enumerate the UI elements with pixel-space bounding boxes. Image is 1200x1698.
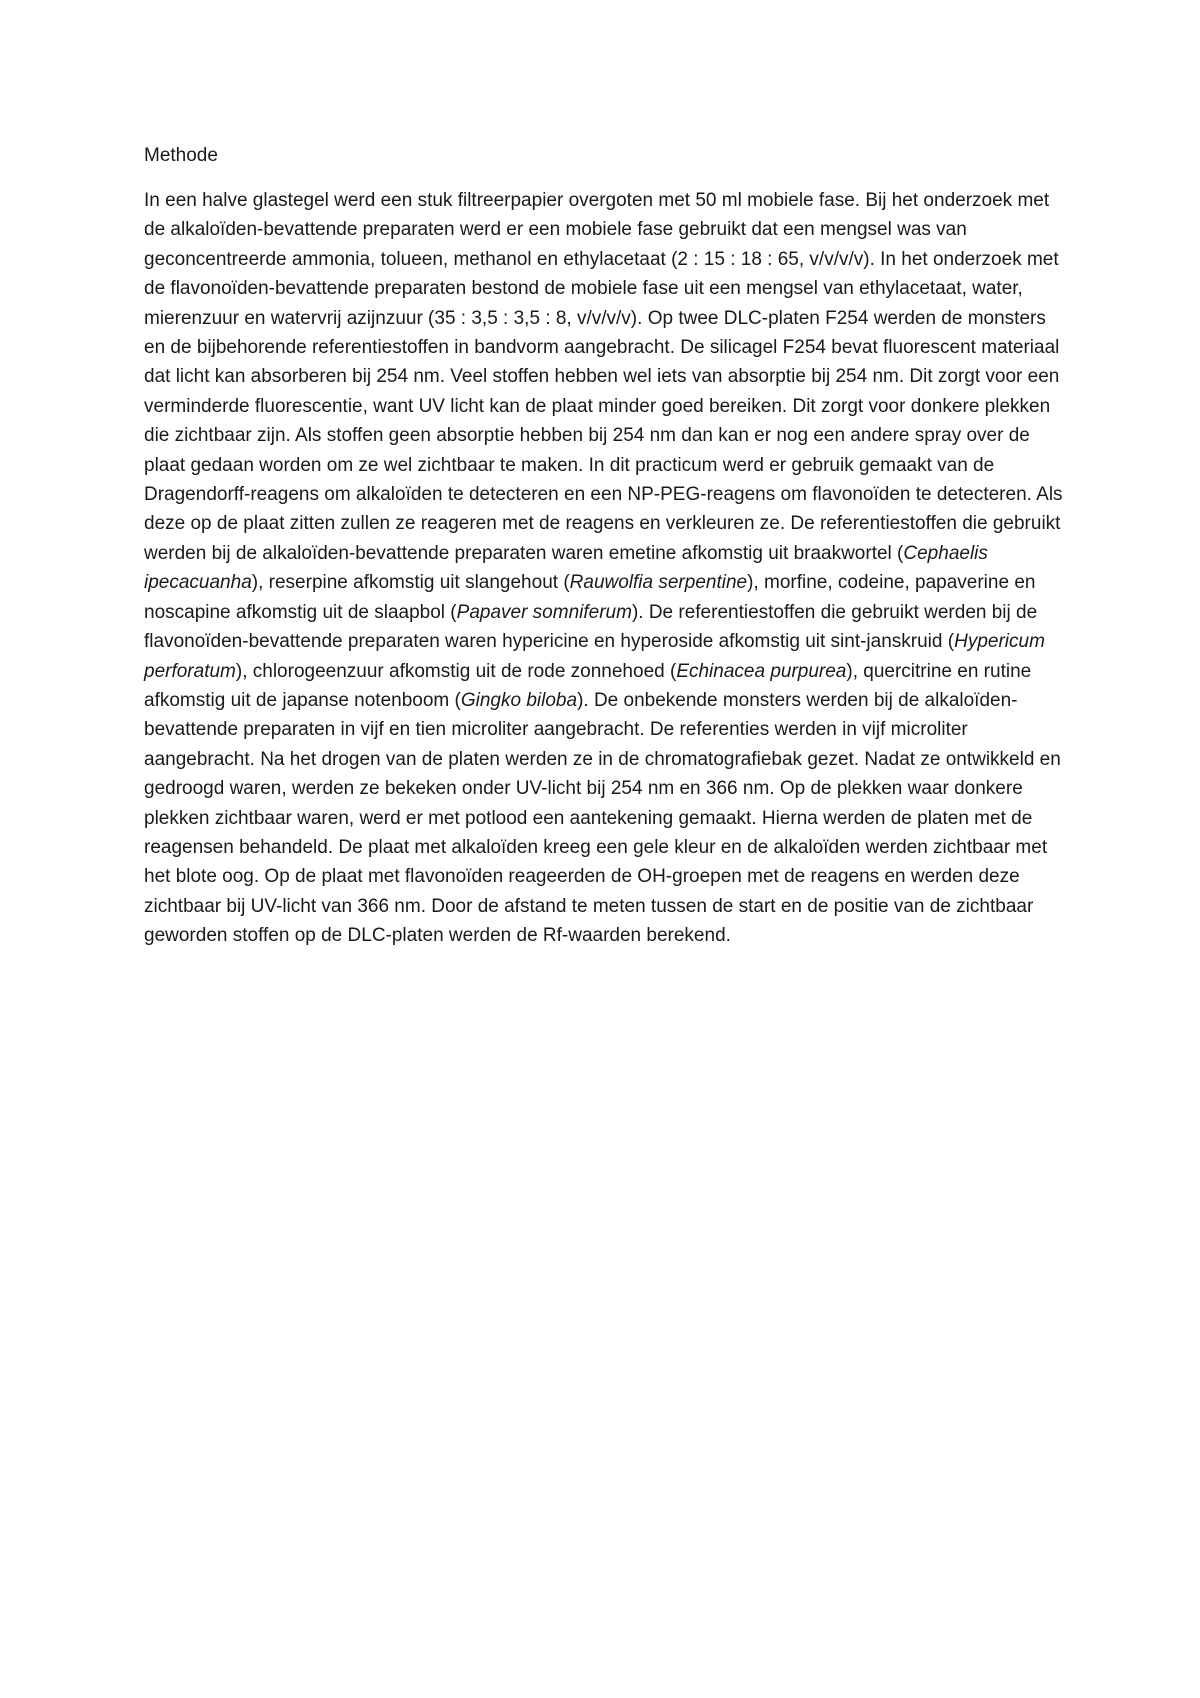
species-name: Echinacea purpurea <box>676 660 847 682</box>
paragraph-segment: ). De onbekende monsters werden bij de alkaloïden-bevattende preparaten in vijf en tien microliter aangebracht. De referenties werden in vijf microliter aangebracht. Na het drogen van de platen werden ze in de chromatografiebak gezet. Nadat ze ontwikkeld en gedroogd waren, werden ze bekeken onder UV-licht bij 254 nm en 366 nm. Op de plekken waar donkere plekken zichtbaar waren, werd er met potlood een aantekening gemaakt. Hierna werden de platen met de reagensen behandeld. De plaat met alkaloïden kreeg een gele kleur en de alkaloïden werden zichtbaar met het blote oog. Op de plaat met flavonoïden reageerden de OH-groepen met de reagens en werden deze zichtbaar bij UV-licht van 366 nm. Door de afstand te meten tussen de start en de positie van de zichtbaar geworden stoffen op de DLC-platen werden de Rf-waarden berekend. <box>144 689 1061 947</box>
species-name: Hypericum perforatum <box>144 631 1045 682</box>
paragraph-segment: ), quercitrine en rutine afkomstig uit de japanse notenboom ( <box>144 660 1032 711</box>
paragraph-segment: ), reserpine afkomstig uit slangehout ( <box>251 572 570 594</box>
species-name: Rauwolfia serpentine <box>569 572 748 594</box>
paragraph-segment: ), chlorogeenzuur afkomstig uit de rode zonnehoed ( <box>235 660 677 682</box>
paragraph-segment: In een halve glastegel werd een stuk filtreerpapier overgoten met 50 ml mobiele fase. Bij het onderzoek met de alkaloïden-bevattende preparaten werd er een mobiele fase gebruikt dat een mengsel was van geconcentreerde ammonia, tolueen, methanol en ethylacetaat (2 : 15 : 18 : 65, v/v/v/v). In het onderzoek met de flavonoïden-bevattende preparaten bestond de mobiele fase uit een mengsel van ethylacetaat, water, mierenzuur en watervrij azijnzuur (35 : 3,5 : 3,5 : 8, v/v/v/v). Op twee DLC-platen F254 werden de monsters en de bijbehorende referentiestoffen in bandvorm aangebracht. De silicagel F254 bevat fluorescent materiaal dat licht kan absorberen bij 254 nm. Veel stoffen hebben wel iets van absorptie bij 254 nm. Dit zorgt voor een verminderde fluorescentie, want UV licht kan de plaat minder goed bereiken. Dit zorgt voor donkere plekken die zichtbaar zijn. Als stoffen geen absorptie hebben bij 254 nm dan kan er nog een andere spray over de plaat gedaan worden om ze wel zichtbaar te maken. In dit practicum werd er gebruik gemaakt van de Dragendorff-reagens om alkaloïden te detecteren en een NP-PEG-reagens om flavonoïden te detecteren. Als deze op de plaat zitten zullen ze reageren met de reagens en verkleuren ze. De referentiestoffen die gebruikt werden bij de alkaloïden-bevattende preparaten waren emetine afkomstig uit braakwortel ( <box>144 190 1063 564</box>
species-name: Gingko biloba <box>460 689 578 711</box>
method-paragraph <box>144 186 1064 951</box>
section-heading: Methode <box>144 145 218 166</box>
document-body <box>144 142 1064 951</box>
paragraph-segment: ), morfine, codeine, papaverine en noscapine afkomstig uit de slaapbol ( <box>144 572 1036 623</box>
paragraph-segment: ). De referentiestoffen die gebruikt werden bij de flavonoïden-bevattende preparaten waren hypericine en hyperoside afkomstig uit sint-janskruid ( <box>144 601 1038 653</box>
species-name: Cephaelis ipecacuanha <box>144 542 988 594</box>
species-name: Papaver somniferum <box>456 601 632 623</box>
